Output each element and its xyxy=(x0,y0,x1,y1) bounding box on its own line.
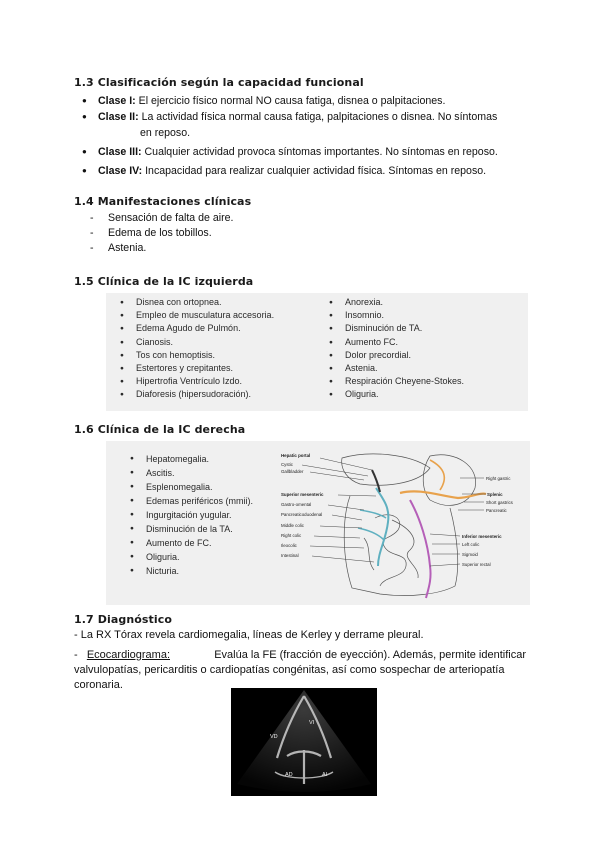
list-item: ● Clase I: El ejercicio físico normal NO causa fatiga, disnea o palpitaciones. xyxy=(78,93,548,109)
list-item: ● Clase II: La actividad física normal causa fatiga, palpitaciones o disnea. No síntomas en reposo. xyxy=(78,109,548,141)
list-item: ● Clase III: Cualquier actividad provoca síntomas importantes. No síntomas en reposo. xyxy=(78,144,548,160)
list-item: - Sensación de falta de aire. xyxy=(86,211,386,226)
diagram-label: Ileocolic xyxy=(281,543,297,548)
portal-circulation-diagram xyxy=(280,448,524,602)
left-ic-list-col1 xyxy=(120,296,274,402)
right-ic-list xyxy=(130,452,253,578)
diagram-label: Inferior mesenteric xyxy=(462,534,502,539)
diagram-label: Short gastrics xyxy=(486,500,513,505)
list-item: ● Disnea con ortopnea. xyxy=(120,296,274,309)
diagram-label: Right gastric xyxy=(486,476,511,481)
list-item: ● Hipertrofia Ventrículo Izdo. xyxy=(120,375,274,388)
section-title-1-3: 1.3 Clasificación según la capacidad funcional xyxy=(74,76,364,89)
list-item: ● Cianosis. xyxy=(120,336,274,349)
list-item: ● Nicturia. xyxy=(130,564,253,578)
list-item: - Edema de los tobillos. xyxy=(86,226,386,241)
list-item: ● Disminución de la TA. xyxy=(130,522,253,536)
diagram-label: Superior mesenteric xyxy=(281,492,324,497)
xray-paragraph: - La RX Tórax revela cardiomegalia, líneas de Kerley y derrame pleural. xyxy=(74,629,424,641)
section-title-1-5: 1.5 Clínica de la IC izquierda xyxy=(74,275,254,288)
section-title-1-4: 1.4 Manifestaciones clínicas xyxy=(74,195,252,208)
diagram-label: Pancreatic xyxy=(486,508,507,513)
list-item: ● Esplenomegalia. xyxy=(130,480,253,494)
list-item: - Astenia. xyxy=(86,241,386,256)
diagram-label: Intestinal xyxy=(281,553,299,558)
diagram-label: Hepatic portal xyxy=(281,453,311,458)
section-title-1-7: 1.7 Diagnóstico xyxy=(74,613,173,626)
echo-label-ai: AI xyxy=(322,772,328,778)
list-item: ● Insomnio. xyxy=(329,309,464,322)
echocardiogram-paragraph: - Ecocardiograma: Evalúa la FE (fracción de eyección). Además, permite identificar valvulopatías, pericarditis o cardiopatías congénitas, así como sospechar de arteriopatía coronaria. xyxy=(74,649,526,691)
list-item: ● Hepatomegalia. xyxy=(130,452,253,466)
functional-class-list xyxy=(78,93,548,179)
diagram-label: Left colic xyxy=(462,542,480,547)
diagram-label: Middle colic xyxy=(281,523,304,528)
list-item: ● Estertores y crepitantes. xyxy=(120,362,274,375)
list-item: ● Disminución de TA. xyxy=(329,322,464,335)
list-item: ● Oliguria. xyxy=(130,550,253,564)
list-item: ● Astenia. xyxy=(329,362,464,375)
echo-label-vi: VI xyxy=(309,720,315,726)
list-item: ● Diaforesis (hipersudoración). xyxy=(120,388,274,401)
list-item: ● Ascitis. xyxy=(130,466,253,480)
list-item: ● Clase IV: Incapacidad para realizar cualquier actividad física. Síntomas en reposo. xyxy=(78,163,548,179)
list-item: ● Anorexia. xyxy=(329,296,464,309)
diagram-label: Sigmoid xyxy=(462,552,478,557)
diagram-label: Splenic xyxy=(487,492,503,497)
section-title-1-6: 1.6 Clínica de la IC derecha xyxy=(74,423,246,436)
diagram-label: Cystic xyxy=(281,462,293,467)
list-item: ● Oliguria. xyxy=(329,388,464,401)
list-item: ● Edemas periféricos (mmii). xyxy=(130,494,253,508)
list-item: ● Respiración Cheyene-Stokes. xyxy=(329,375,464,388)
diagram-label: Gallbladder xyxy=(281,469,304,474)
echocardiogram-term: Ecocardiograma: xyxy=(86,649,170,661)
list-item: ● Dolor precordial. xyxy=(329,349,464,362)
diagram-label: Superior rectal xyxy=(462,562,491,567)
list-item: ● Tos con hemoptisis. xyxy=(120,349,274,362)
echocardiogram-image xyxy=(231,688,377,796)
diagram-label: Pancreaticoduodenal xyxy=(281,512,323,517)
list-item: ● Aumento FC. xyxy=(329,336,464,349)
clinical-manifestations-list xyxy=(86,211,386,256)
diagram-label: Right colic xyxy=(281,533,302,538)
list-item: ● Aumento de FC. xyxy=(130,536,253,550)
list-item: ● Empleo de musculatura accesoria. xyxy=(120,309,274,322)
list-item: ● Edema Agudo de Pulmón. xyxy=(120,322,274,335)
left-ic-list-col2 xyxy=(329,296,464,402)
list-item: ● Ingurgitación yugular. xyxy=(130,508,253,522)
echo-label-vd: VD xyxy=(270,734,278,740)
echo-label-ad: AD xyxy=(285,772,293,778)
diagram-label: Gastro-omental xyxy=(281,502,312,507)
